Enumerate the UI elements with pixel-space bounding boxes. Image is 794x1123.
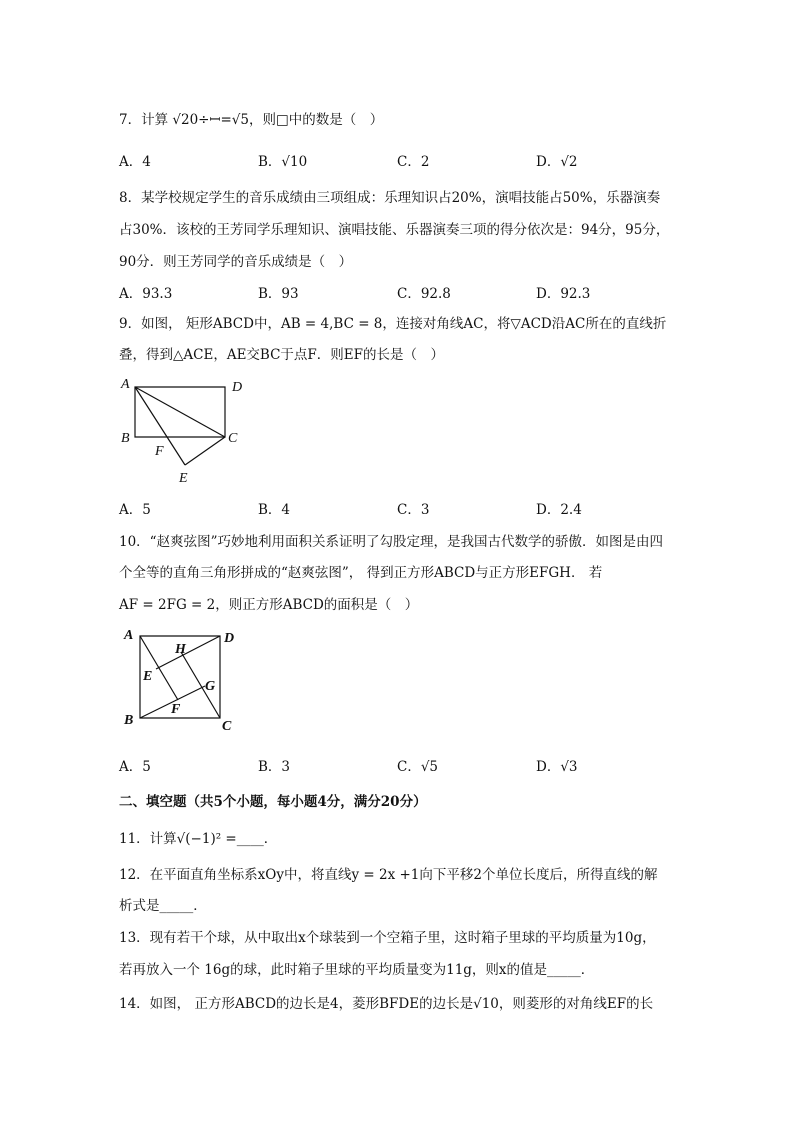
question-8-line-2: 占30%．该校的王芳同学乐理知识、演唱技能、乐器演奏三项的得分依次是：94分，95分，: [119, 222, 670, 238]
question-9-option-a: A．5: [119, 502, 151, 518]
question-10-line-3: AF = 2FG = 2，则正方形ABCD的面积是（ ）: [119, 597, 419, 613]
question-8-option-c: C．92.8: [397, 286, 451, 302]
segment-ec: [185, 437, 225, 465]
figure-label-d: D: [232, 380, 243, 395]
question-7-option-d: D．√2: [536, 154, 578, 170]
question-11-text: 11．计算√(−1)² =____．: [119, 831, 278, 847]
figure-label-e: E: [179, 471, 188, 486]
question-7-option-c: C．2: [397, 154, 430, 170]
question-9-option-c: C．3: [397, 502, 430, 518]
question-10-option-a: A．5: [119, 759, 151, 775]
question-7-option-a: A．4: [119, 154, 151, 170]
question-8-option-b: B．93: [258, 286, 299, 302]
figure-label-b: B: [124, 713, 134, 728]
question-9-line-1: 9．如图， 矩形ABCD中，AB = 4,BC = 8，连接对角线AC，将▽ACD沿AC所在的直线折: [119, 316, 667, 332]
question-9-line-2: 叠，得到△ACE，AE交BC于点F．则EF的长是（ ）: [119, 347, 445, 363]
question-9-option-d: D．2.4: [536, 502, 582, 518]
question-12-line-2: 析式是_____．: [119, 898, 207, 914]
question-14-line-1: 14．如图， 正方形ABCD的边长是4，菱形BFDE的边长是√10，则菱形的对角线EF的长: [119, 996, 654, 1012]
question-8-option-a: A．93.3: [119, 286, 173, 302]
figure-label-e: E: [143, 669, 153, 684]
figure-label-c: C: [228, 431, 238, 446]
question-10-option-d: D．√3: [536, 759, 578, 775]
question-7-option-b: B．√10: [258, 154, 308, 170]
figure-label-c: C: [222, 719, 232, 734]
figure-label-b: B: [121, 431, 130, 446]
figure-label-f: F: [171, 702, 181, 717]
question-7-text: 7．计算 √20÷ꟷ=√5，则□中的数是（ ）: [119, 112, 384, 128]
zhao-shuang-chord-figure: [115, 622, 250, 737]
question-12-line-1: 12．在平面直角坐标系xOy中，将直线y = 2x +1向下平移2个单位长度后，所得直线的解: [119, 867, 658, 883]
figure-label-d: D: [224, 631, 235, 646]
question-10-line-1: 10．“赵爽弦图”巧妙地利用面积关系证明了勾股定理，是我国古代数学的骄傲．如图是由四: [119, 534, 663, 550]
diagonal-ac: [135, 387, 225, 437]
question-8-line-3: 90分．则王芳同学的音乐成绩是（ ）: [119, 254, 353, 270]
question-10-option-b: B．3: [258, 759, 291, 775]
section-2-heading: 二、填空题（共5个小题，每小题4分，满分20分）: [119, 794, 427, 810]
question-13-line-2: 若再放入一个 16g的球，此时箱子里球的平均质量变为11g，则x的值是_____．: [119, 962, 595, 978]
question-8-option-d: D．92.3: [536, 286, 591, 302]
figure-label-f: F: [155, 444, 164, 459]
rectangle-fold-figure: [115, 372, 265, 487]
question-13-line-1: 13．现有若干个球，从中取出x个球装到一个空箱子里，这时箱子里球的平均质量为10g，: [119, 930, 656, 946]
figure-label-g: G: [205, 679, 216, 694]
question-8-line-1: 8．某学校规定学生的音乐成绩由三项组成：乐理知识占20%，演唱技能占50%，乐器演奏: [119, 190, 661, 206]
figure-label-a: A: [121, 377, 130, 392]
question-10-option-c: C．√5: [397, 759, 439, 775]
question-9-option-b: B．4: [258, 502, 291, 518]
figure-label-h: H: [175, 642, 186, 657]
figure-label-a: A: [124, 628, 134, 643]
question-10-line-2: 个全等的直角三角形拼成的“赵爽弦图”， 得到正方形ABCD与正方形EFGH． 若: [119, 565, 603, 581]
